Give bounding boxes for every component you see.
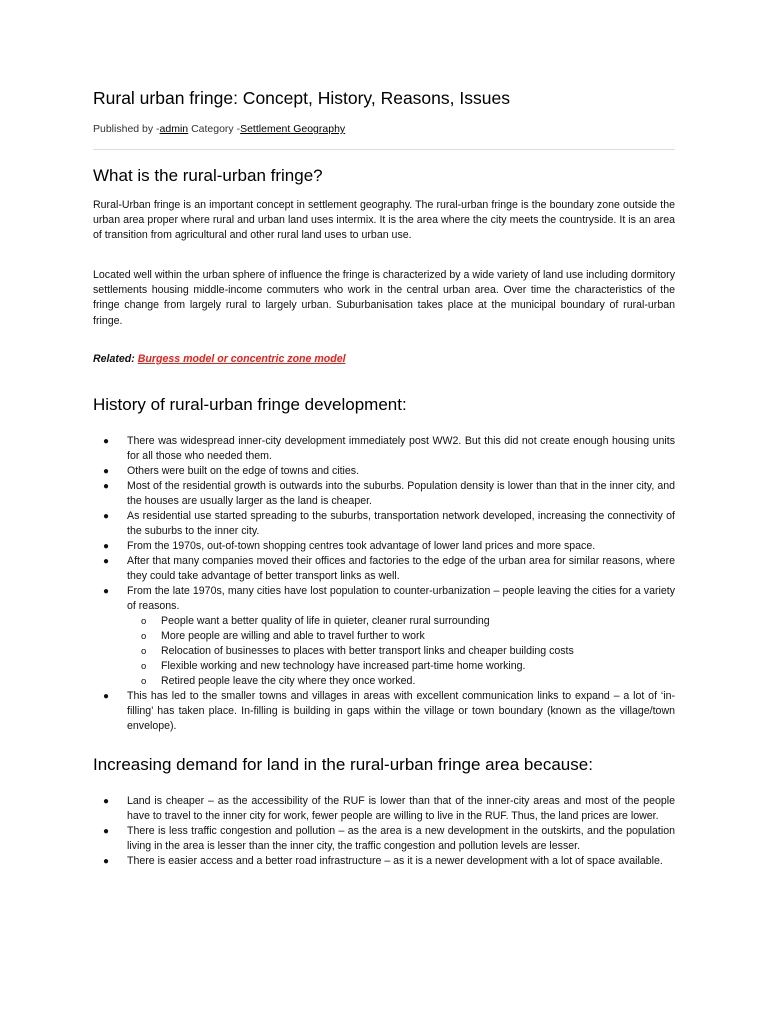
list-item: ● There is easier access and a better road infrastructure – as it is a newer development with a lot of space available. — [103, 855, 663, 867]
bullet-icon: ● — [103, 556, 110, 567]
circle-bullet-icon: o — [141, 661, 147, 672]
list-item: ● This has led to the smaller towns and villages in areas with excellent communication links to expand – a lot of ‘in-filling’ has taken place. In-filling is building in gaps within the village or town boundary (known as the village/town envelope). — [103, 690, 675, 732]
sub-list-item: o Flexible working and new technology have increased part-time home working. — [141, 660, 526, 672]
related-link[interactable]: Burgess model or concentric zone model — [137, 353, 346, 365]
circle-bullet-icon: o — [141, 631, 147, 642]
category-link[interactable]: Settlement Geography — [240, 123, 346, 135]
circle-bullet-icon: o — [141, 676, 147, 687]
bullet-icon: ● — [103, 796, 110, 807]
list-item: ● Most of the residential growth is outwards into the suburbs. Population density is lower than that in the inner city, and the houses are usually larger as the land is cheaper. — [103, 480, 675, 507]
related-label: Related: — [93, 353, 138, 365]
page-title: Rural urban fringe: Concept, History, Reasons, Issues — [93, 88, 510, 108]
circle-bullet-icon: o — [141, 646, 147, 657]
sub-list-item: o Relocation of businesses to places with better transport links and cheaper building costs — [141, 645, 574, 657]
list-item: ● From the late 1970s, many cities have lost population to counter-urbanization – people leaving the cities for a variety of reasons. o People want a better quality of life in quieter, cleaner rural surrounding o More people are willing and able to travel further to work o Relocation of businesses to places with better transport links and cheaper building costs o Flexible working and new technology have increased part-time home working. o Retired people leave the city where they once worked. — [103, 585, 675, 687]
bullet-icon: ● — [103, 511, 110, 522]
list-item: ● As residential use started spreading to the suburbs, transportation network developed, increasing the connectivity of the suburbs to the inner city. — [103, 510, 675, 537]
sub-list-item: o More people are willing and able to travel further to work — [141, 630, 425, 642]
author-link[interactable]: admin — [159, 123, 189, 135]
sub-list-item: o Retired people leave the city where they once worked. — [141, 675, 416, 687]
category-label: Category - — [188, 123, 241, 135]
list-item: ● After that many companies moved their offices and factories to the edge of the urban area for similar reasons, where they could take advantage of better transport links as well. — [103, 555, 675, 582]
paragraph-definition: Rural-Urban fringe is an important concept in settlement geography. The rural-urban fringe is the boundary zone outside the urban area proper where rural and urban land uses intermix. It is the area where the city meets the countryside. It is an area of transition from agricultural and other rural land uses to urban use. — [93, 199, 675, 242]
bullet-icon: ● — [103, 466, 110, 477]
post-meta — [93, 123, 345, 135]
list-item: ● There was widespread inner-city development immediately post WW2. But this did not create enough housing units for all those who needed them. — [103, 435, 675, 462]
published-label: Published by - — [93, 123, 160, 135]
circle-bullet-icon: o — [141, 616, 147, 627]
list-item: ● There is less traffic congestion and pollution – as the area is a new development in the outskirts, and the population living in the area is lesser than the inner city, the traffic congestion and pollution levels are lesser. — [103, 825, 675, 852]
section-heading-definition: What is the rural-urban fringe? — [93, 166, 323, 185]
bullet-icon: ● — [103, 481, 110, 492]
divider — [93, 149, 675, 150]
related-note — [93, 353, 346, 365]
history-list — [93, 434, 675, 734]
list-item: ● From the 1970s, out-of-town shopping centres took advantage of lower land prices and more space. — [103, 540, 596, 552]
bullet-icon: ● — [103, 541, 110, 552]
list-item: ● Others were built on the edge of towns and cities. — [103, 465, 360, 477]
counter-urbanization-reasons — [127, 614, 675, 689]
paragraph-fringe-characteristics: Located well within the urban sphere of influence the fringe is characterized by a wide variety of land use including dormitory settlements housing middle-income commuters who work in the central urban area. Over time the characteristics of the fringe change from largely rural to largely urban. Suburbanisation takes place at the municipal boundary of rural-urban fringe. — [93, 269, 675, 327]
demand-list — [93, 794, 675, 869]
bullet-icon: ● — [103, 856, 110, 867]
list-item: ● Land is cheaper – as the accessibility of the RUF is lower than that of the inner-city areas and most of the people have to travel to the inner city for work, fewer people are willing to live in the RUF. Thus, the land prices are lower. — [103, 795, 675, 822]
bullet-icon: ● — [103, 586, 110, 597]
section-heading-history: History of rural-urban fringe development: — [93, 395, 407, 414]
bullet-icon: ● — [103, 826, 110, 837]
bullet-icon: ● — [103, 436, 110, 447]
section-heading-demand: Increasing demand for land in the rural-urban fringe area because: — [93, 755, 593, 774]
bullet-icon: ● — [103, 691, 110, 702]
sub-list-item: o People want a better quality of life in quieter, cleaner rural surrounding — [141, 615, 490, 627]
